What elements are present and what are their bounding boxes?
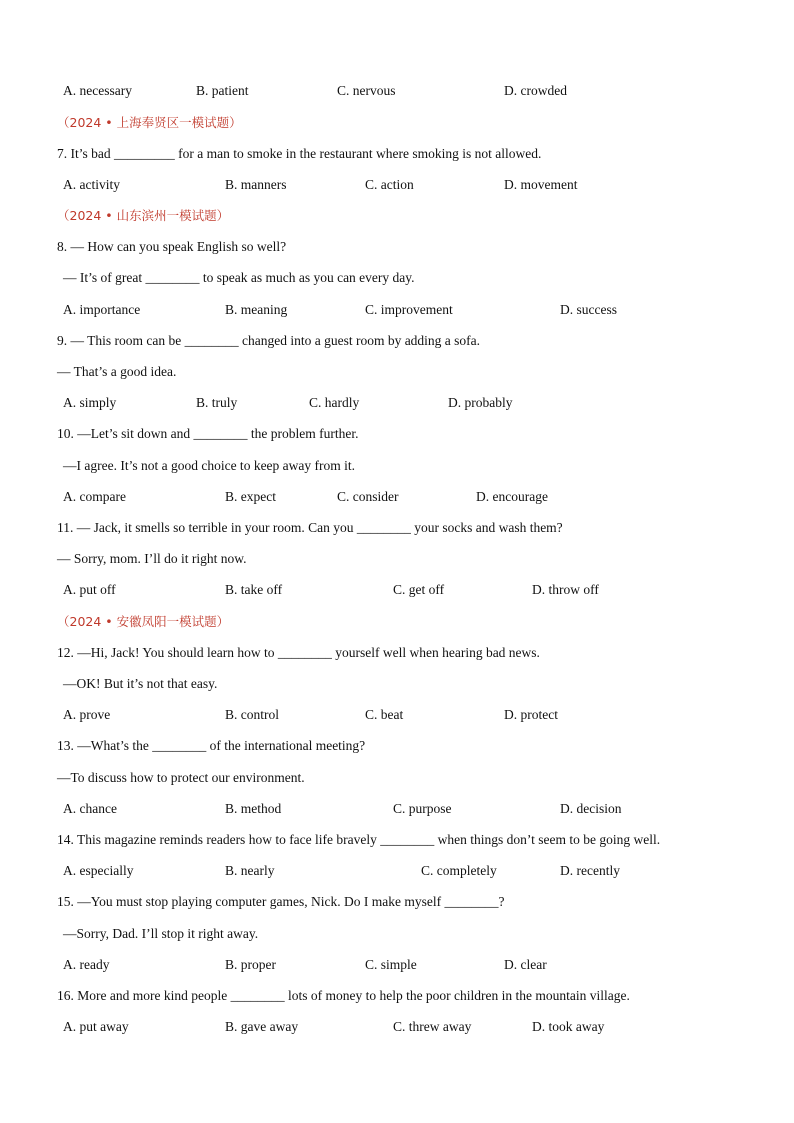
answer-option: A. chance xyxy=(63,801,117,816)
source-label: （2024 • 山东滨州一模试题） xyxy=(57,208,230,223)
answer-option: D. probably xyxy=(448,395,513,410)
question-text: 8. — How can you speak English so well? xyxy=(57,239,287,254)
answer-option: A. activity xyxy=(63,177,120,192)
question-text: — It’s of great ________ to speak as much as you can every day. xyxy=(63,270,415,285)
answer-option: C. threw away xyxy=(393,1019,472,1034)
answer-option: C. completely xyxy=(421,863,497,878)
answer-option: C. simple xyxy=(365,957,417,972)
answer-option: B. proper xyxy=(225,957,276,972)
question-text: 11. — Jack, it smells so terrible in your room. Can you ________ your socks and wash them? xyxy=(57,520,563,535)
question-text: 15. —You must stop playing computer games, Nick. Do I make myself ________? xyxy=(57,894,505,909)
answer-option: B. take off xyxy=(225,582,283,597)
answer-option: B. method xyxy=(225,801,282,816)
answer-option: A. prove xyxy=(63,707,111,722)
question-text: 10. —Let’s sit down and ________ the problem further. xyxy=(57,426,359,441)
answer-option: B. patient xyxy=(196,83,249,98)
answer-option: D. encourage xyxy=(476,489,548,504)
answer-option: C. hardly xyxy=(309,395,360,410)
answer-option: C. purpose xyxy=(393,801,452,816)
answer-option: D. recently xyxy=(560,863,620,878)
question-text: — Sorry, mom. I’ll do it right now. xyxy=(57,551,247,566)
answer-option: B. meaning xyxy=(225,302,288,317)
question-text: —OK! But it’s not that easy. xyxy=(63,676,218,691)
answer-option: D. took away xyxy=(532,1019,605,1034)
question-text: —To discuss how to protect our environment. xyxy=(57,770,305,785)
answer-option: A. compare xyxy=(63,489,126,504)
question-text: 12. —Hi, Jack! You should learn how to ________ yourself well when hearing bad news. xyxy=(57,645,540,660)
question-text: 16. More and more kind people ________ lots of money to help the poor children in the mountain village. xyxy=(57,988,630,1003)
answer-option: D. throw off xyxy=(532,582,599,597)
question-text: —Sorry, Dad. I’ll stop it right away. xyxy=(63,926,259,941)
question-text: 7. It’s bad _________ for a man to smoke in the restaurant where smoking is not allowed. xyxy=(57,146,542,161)
source-label: （2024 • 上海奉贤区一模试题） xyxy=(57,115,242,130)
answer-option: A. simply xyxy=(63,395,117,410)
question-text: 14. This magazine reminds readers how to face life bravely ________ when things don’t seem to be going well. xyxy=(57,832,661,847)
answer-option: B. manners xyxy=(225,177,287,192)
answer-option: D. decision xyxy=(560,801,622,816)
answer-option: A. put off xyxy=(63,582,116,597)
answer-option: B. truly xyxy=(196,395,238,410)
question-text: — That’s a good idea. xyxy=(57,364,177,379)
answer-option: B. nearly xyxy=(225,863,275,878)
answer-option: D. protect xyxy=(504,707,558,722)
answer-option: C. beat xyxy=(365,707,404,722)
answer-option: A. necessary xyxy=(63,83,132,98)
answer-option: A. especially xyxy=(63,863,134,878)
answer-option: A. importance xyxy=(63,302,141,317)
answer-option: B. gave away xyxy=(225,1019,299,1034)
answer-option: A. ready xyxy=(63,957,110,972)
answer-option: D. clear xyxy=(504,957,547,972)
answer-option: C. action xyxy=(365,177,414,192)
question-text: —I agree. It’s not a good choice to keep away from it. xyxy=(63,458,356,473)
answer-option: D. success xyxy=(560,302,617,317)
question-text: 13. —What’s the ________ of the international meeting? xyxy=(57,738,366,753)
answer-option: C. nervous xyxy=(337,83,396,98)
answer-option: D. crowded xyxy=(504,83,567,98)
answer-option: B. expect xyxy=(225,489,276,504)
answer-option: D. movement xyxy=(504,177,578,192)
source-label: （2024 • 安徽凤阳一模试题） xyxy=(57,614,230,629)
question-text: 9. — This room can be ________ changed into a guest room by adding a sofa. xyxy=(57,333,481,348)
answer-option: C. improvement xyxy=(365,302,453,317)
answer-option: C. consider xyxy=(337,489,399,504)
answer-option: C. get off xyxy=(393,582,445,597)
answer-option: B. control xyxy=(225,707,279,722)
answer-option: A. put away xyxy=(63,1019,129,1034)
